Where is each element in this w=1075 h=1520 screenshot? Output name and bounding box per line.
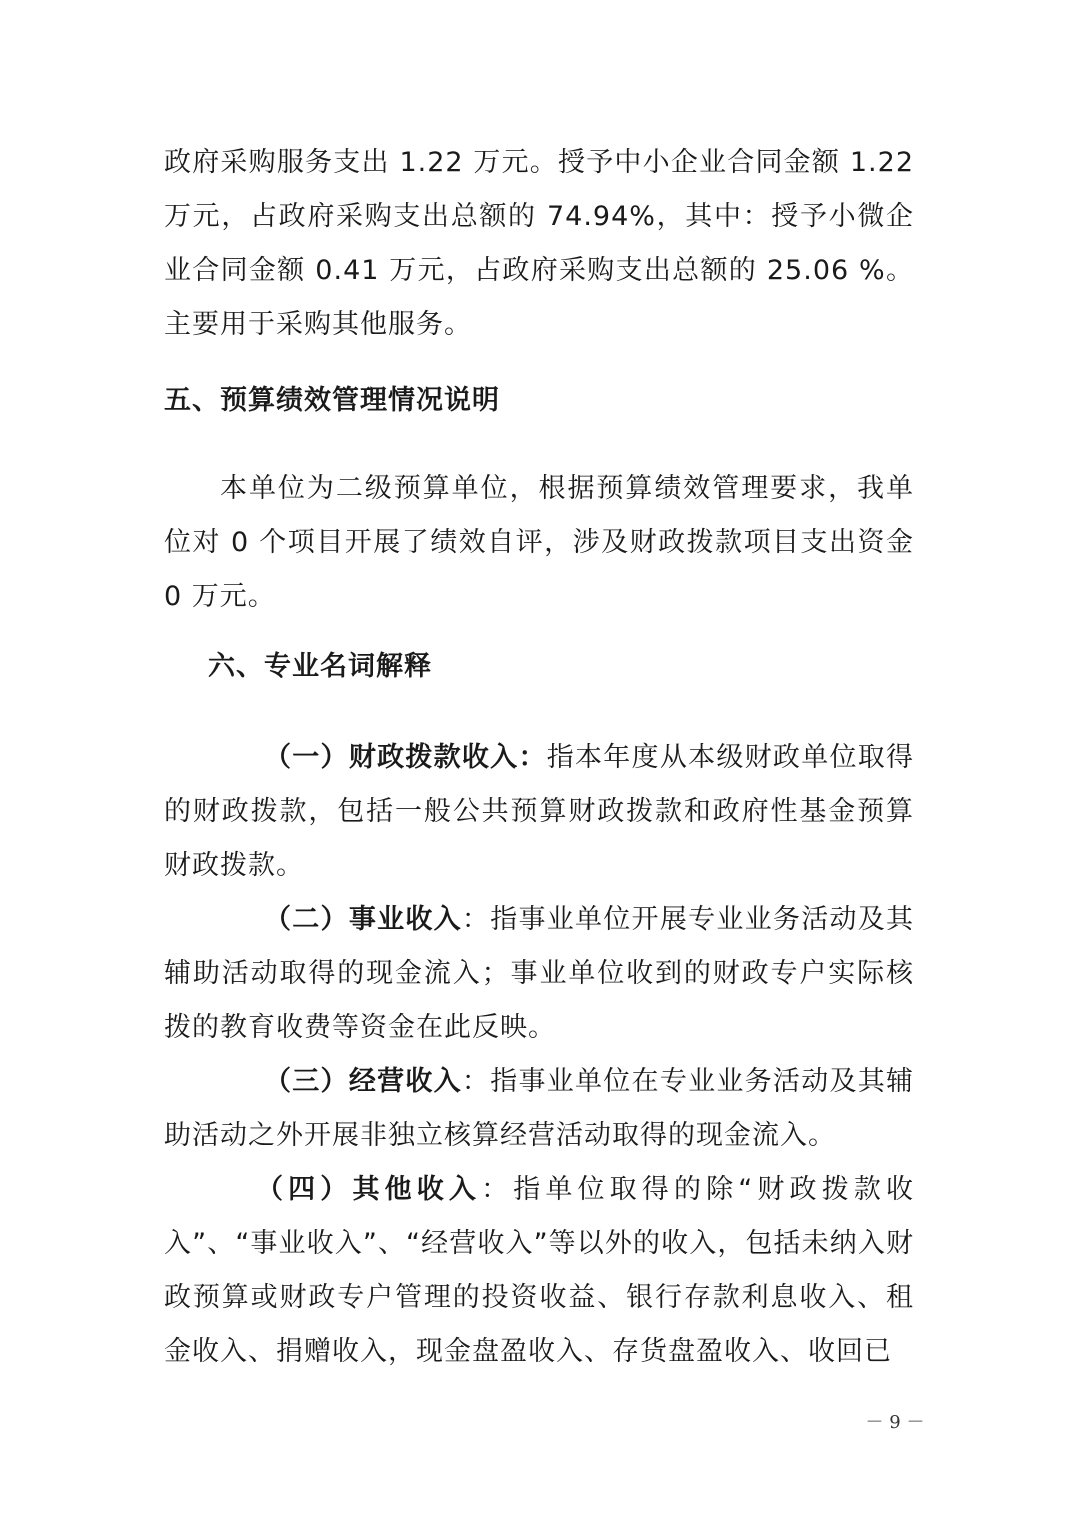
term-definition-2	[164, 893, 914, 1055]
term-text: ：指事业单位在专业业务活动及其辅助活动之外开展非独立核算经营活动取得的现金流入。	[164, 1066, 915, 1151]
term-label: （四）其他收入	[256, 1174, 482, 1205]
term-text: 指本年度从本级财政单位取得的财政拨款，包括一般公共预算财政拨款和政府性基金预算财政拨款。	[164, 742, 915, 881]
term-label: （二）事业收入	[264, 904, 462, 935]
term-definition-1	[164, 731, 914, 893]
section-six-heading: 六、专业名词解释	[208, 651, 432, 682]
term-definition-3	[164, 1055, 914, 1163]
term-label: （三）经营收入	[264, 1066, 462, 1097]
page-number: － 9 －	[865, 1412, 925, 1433]
term-label: （一）财政拨款收入：	[264, 742, 547, 773]
term-text: ：指单位取得的除“财政拨款收入”、“事业收入”、“经营收入”等以外的收入，包括未纳入财政预算或财政专户管理的投资收益、银行存款利息收入、租金收入、捐赠收入，现金盘盈收入、存货盘盈收入、收回已	[164, 1174, 914, 1367]
term-text: ：指事业单位开展专业业务活动及其辅助活动取得的现金流入；事业单位收到的财政专户实际核拨的教育收费等资金在此反映。	[164, 904, 915, 1043]
section-five-heading: 五、预算绩效管理情况说明	[164, 385, 500, 416]
section-five-body: 本单位为二级预算单位，根据预算绩效管理要求，我单位对 0 个项目开展了绩效自评，涉及财政拨款项目支出资金 0 万元。	[164, 473, 914, 612]
term-definition-4	[164, 1163, 914, 1379]
procurement-paragraph: 政府采购服务支出 1.22 万元。授予中小企业合同金额 1.22 万元，占政府采购支出总额的 74.94%，其中：授予小微企业合同金额 0.41 万元，占政府采购支出总额的 25.06 %。主要用于采购其他服务。	[164, 147, 914, 340]
